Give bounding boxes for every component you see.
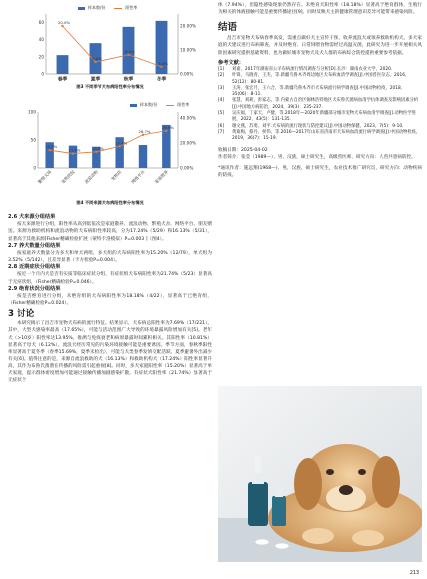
legend-line-label: 阳性率	[177, 102, 190, 107]
dog-photo-illustration	[218, 386, 422, 562]
y2-tick-label: 20.00%	[180, 140, 196, 146]
y-tick-label: 0	[41, 71, 44, 77]
left-column	[8, 0, 212, 385]
figure-3-caption: 图3 不同季节犬布病阳性率分布情况	[76, 84, 144, 89]
rate-data-label: 20.0%	[57, 20, 71, 25]
y-tick-label: 0	[33, 165, 36, 171]
reference-number: [3]	[218, 85, 225, 91]
rate-data-label: 8.0%	[125, 48, 135, 54]
rate-point	[118, 145, 120, 147]
reference-item	[218, 130, 422, 143]
rate-data-label: 13.0%	[91, 145, 104, 151]
x-tick-label: 宠物店	[109, 169, 123, 182]
reference-item	[218, 86, 422, 99]
bar	[139, 145, 147, 168]
rate-data-label: 5.0%	[92, 56, 102, 61]
rate-data-label: 17.4%	[115, 140, 128, 146]
rate-point	[61, 25, 63, 27]
received-date: 收稿日期：2025-04-02	[218, 147, 268, 153]
rate-point	[127, 54, 129, 56]
section-2-8-text: 按近一个月内犬是否有实质等临床症状分组，有症状组犬布病阳性率为21.74%（5/23）显著高于无症状组，（Fisher精确检验P=0.046）。	[8, 272, 212, 285]
reference-text: 王涛，张宏月，王六合，等.新疆乌鲁木齐市犬布病流行病学调查[J].中国动物检疫，2018，35(06)：8-11.	[232, 85, 405, 98]
page-number: 213	[409, 571, 419, 576]
rate-point	[95, 151, 97, 153]
reference-text: 黄迪梅，蔡丹，侯伟，等.2016—2017年山东省济南市犬布病血清流行病学调查[J].中国动物检疫，2019，36(7)：15-19.	[232, 129, 421, 142]
rate-data-label: 26.7%	[138, 128, 151, 134]
section-2-7-title: 2.7 养犬数量分组结果	[8, 242, 61, 249]
legend-bar-label: 样本数/份	[140, 102, 158, 107]
discussion-continued-text: 体（7.94%），但隐性感染现象仍然存在。未绝育犬阳性率（18.18%）显著高于绝育群体，生殖行为相关的体液接触可能是重要传播途径[9]。同时反映犬主的健康管理意识差异可能带来感染风险。	[218, 3, 422, 16]
rate-point	[48, 149, 50, 151]
rate-point	[94, 61, 96, 63]
section-2-6-text: 按犬来源进行分组，阳性率从高到低依次是家庭散养、流浪动物、繁殖犬舍、网络平台、朋友赠送。来源为救助机构和流浪动物的犬布病阳性率较高，分为17.24%（5/29）和16.13%（5/31），显著高于其他来源[Fisher精确检验扩展（蒙特卡洛模拟）P=0.003 ]（图4）。	[8, 222, 212, 242]
y2-tick-label: 40.00%	[180, 115, 196, 121]
rate-data-label: 14.3%	[45, 144, 58, 150]
section-2-7-text: 按家庭养犬数量分为多犬和单犬两组，多犬组的犬布病阳性率为15.20%（12/79），单犬组为3.52%（5/142），且差异显著（卡方检验P=0.004）。	[8, 250, 212, 264]
reference-number: [6]	[218, 123, 225, 129]
rate-point	[72, 152, 74, 154]
x-tick-label: 家庭散养	[153, 169, 170, 185]
y2-tick-label: 20.00%	[180, 23, 196, 29]
dog-with-medicine-photo	[218, 386, 422, 562]
section-3-text: 本研究揭示了昌吉市宠物犬布病的流行特征。结果显示，犬布病总阳性率为7.69%（17/221），其中，大型犬感染率最高（17.65%），可能与活动范围广大导致的环境暴露风险增加有关[5]。老年犬（>10岁）阳性率达13.95%，推测与免疫衰老和病原暴露时间累积相关。其阳性率（10.81%）显著高于母犬（6.12%），流浪犬经历常见的污染环境接触可能是重要诱因。季节方面，春秋季阳性率显著高于夏冬季（春季15.69%，夏季未检出），可能与犬类春季发情交配活跃、夏季避暑外出减少有关[6]。值得注意的是，来源自流浪救助的犬（16.13%）和救助机构犬（17.24%）阳性率显著升高，其作为布鲁氏菌潜在传播的风险需引起重视[8]。同时，多犬家庭阳性率（15.20%）显著高于单犬家庭，提示群体密度增加可能通过接触传播加剧感染扩散。有症状犬阳性率（21.74%）显著高于无症状个	[8, 321, 212, 384]
reference-list	[218, 67, 422, 143]
reference-text: 刘嘉，2017年湖南省公羊布病流行情况调查与分析[D].长沙：湖南农业大学，2020.	[232, 66, 393, 72]
rate-point	[142, 134, 144, 136]
y-tick-label: 20	[38, 54, 44, 60]
figure-3-chart	[8, 0, 212, 84]
references-title: 参考文献：	[218, 59, 244, 66]
x-tick-label: 网络平台	[130, 169, 146, 185]
figure-4-caption: 图4 不同来源犬布病阳性率分布情况	[76, 200, 144, 205]
rate-data-label: 3.0%	[158, 60, 168, 66]
x-tick-label: 冬季	[156, 77, 167, 83]
figure-4	[8, 96, 212, 214]
figure-3	[8, 0, 212, 96]
conclusion-title: 结语	[218, 22, 238, 34]
section-3-title: 3 讨论	[8, 309, 35, 320]
reference-number: [2]	[218, 73, 225, 79]
x-tick-label: 繁殖犬场	[36, 169, 53, 185]
reference-number: [5]	[218, 111, 225, 117]
rate-data-label: 11.6%	[68, 147, 81, 153]
section-2-9-title: 2.9 绝育状况分组结果	[8, 285, 61, 292]
reference-text: 叶锋，马晓青，王杰，等.新疆乌鲁木齐周边地区犬布病血清学调查[J].中国兽医杂志，2016，52(12)：80-81.	[232, 73, 410, 85]
rate-line	[50, 128, 167, 154]
rate-data-label: 29.9%	[161, 124, 174, 130]
author-info: 作者简介：张莹（1989—），男，汉族，硕士研究生，高级兽医师，研究方向：人兽共患病防控。	[218, 154, 416, 160]
figure-4-chart	[8, 96, 212, 200]
rate-point	[165, 130, 167, 132]
section-2-9-text: 按是否绝育进行分组，未绝育组的犬布病阳性率为18.18%（4/22），显著高于已绝育组，（Fisher精确检验P=0.024）。	[8, 293, 212, 307]
reference-text: 吴庆福，丁家天，卢健，等.2018年—2020年新疆部分城市宠物犬布病血清学调查[J].动物医学进展，2022，43(5)：131-135.	[232, 111, 416, 123]
conclusion-text: 昌吉市宠物犬布病春季高发，需重点做好犬主宣传干预，收养流浪犬或领养救助机构犬、多犬家庭的犬建议进行布病筛查，并及时绝育，日常饲喂食物需经过高温灭菌，此研究为进一步开展相关风险因素研究提供基础资料，也为做好城市宠物犬及犬人群的布病综合防控提供重要参考依据。	[218, 36, 422, 56]
legend-line-label: 阳性率	[125, 5, 138, 10]
right-column	[218, 0, 422, 179]
x-tick-label: 秋季	[123, 77, 134, 83]
reference-item	[218, 111, 422, 124]
corresponding-author: *通讯作者：施远翔(1968—)，男，汉族，硕士研究生，农业技术推广研究员，研究方向：动物疾病的防疫。	[218, 165, 422, 179]
rate-point	[160, 66, 162, 68]
reference-item	[218, 98, 422, 111]
y2-tick-label: 0.00%	[180, 71, 194, 77]
y-tick-label: 50	[30, 137, 36, 143]
bar	[57, 55, 69, 74]
section-2-6-title: 2.6 犬来源分组结果	[8, 214, 56, 220]
reference-number: [1]	[218, 66, 225, 72]
reference-number: [4]	[218, 98, 225, 104]
y-tick-label: 100	[28, 109, 36, 115]
reference-text: 谢文燕，苏勇，刘平.犬布病的流行现状与防控建议[J].中国动物保健，2023，7(5)：9-10.	[232, 123, 404, 129]
reference-text: 张慧，刘莉，彭家志，等.内蒙古自治区锡林浩特地区犬布鲁氏菌病血清学抗体调查及影响因素分析[J].中国地方病防治，2024，39(3)：235-237.	[232, 98, 419, 110]
x-tick-label: 宠物医院	[60, 169, 76, 185]
rate-line	[63, 26, 162, 67]
reference-item	[218, 73, 422, 86]
x-tick-label: 春季	[57, 77, 68, 83]
reference-number: [7]	[218, 129, 225, 135]
y-tick-label: 60	[38, 19, 44, 25]
legend-bar-label: 样本数/份	[88, 5, 106, 10]
y-tick-label: 40	[38, 37, 44, 43]
x-tick-label: 夏季	[90, 77, 101, 83]
x-tick-label: 流浪动物	[83, 169, 100, 185]
y2-tick-label: 10.00%	[180, 47, 196, 53]
y2-tick-label: 0.00%	[180, 165, 194, 171]
section-2-8-title: 2.8 近期症状分组结果	[8, 264, 61, 271]
